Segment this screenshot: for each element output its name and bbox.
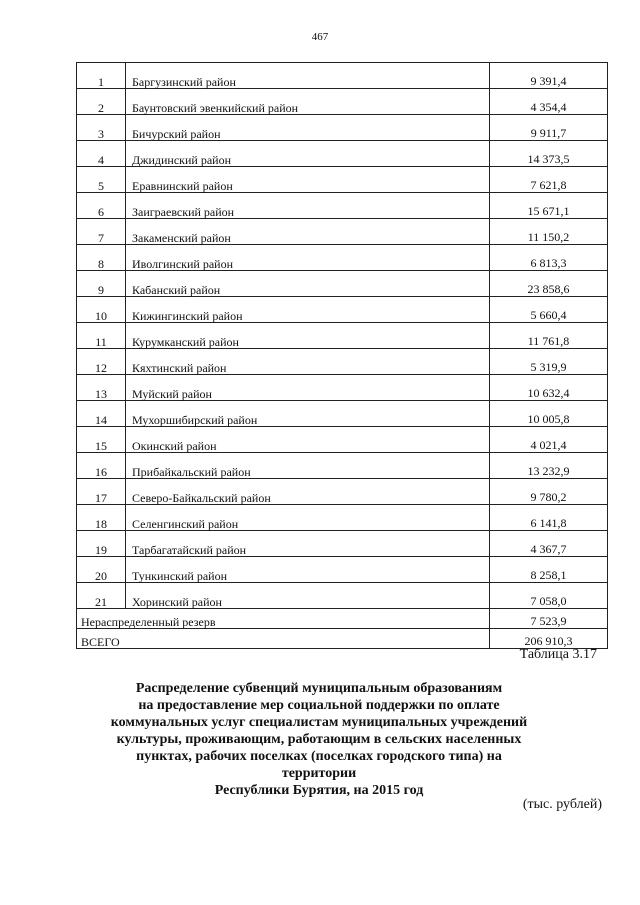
- district-name: Баунтовский эвенкийский район: [126, 89, 490, 115]
- subvention-amount: 5 319,9: [490, 349, 608, 375]
- table-row: [77, 505, 608, 531]
- table-row: [77, 453, 608, 479]
- district-name: Прибайкальский район: [126, 453, 490, 479]
- table-title-line: Республики Бурятия, на 2015 год: [214, 783, 424, 798]
- table-title-line: пунктах, рабочих поселках (поселках городского типа) на территории: [136, 749, 502, 781]
- row-number: 9: [77, 271, 126, 297]
- table-row: [77, 349, 608, 375]
- district-name: Кабанский район: [126, 271, 490, 297]
- subvention-amount: 11 150,2: [490, 219, 608, 245]
- row-number: 3: [77, 115, 126, 141]
- subvention-amount: 7 058,0: [490, 583, 608, 609]
- district-name: Джидинский район: [126, 141, 490, 167]
- subvention-amount: 4 354,4: [490, 89, 608, 115]
- table-row: [77, 427, 608, 453]
- row-number: 13: [77, 375, 126, 401]
- table-title-line: культуры, проживающим, работающим в сельских населенных: [116, 732, 522, 747]
- district-name: Тункинский район: [126, 557, 490, 583]
- row-number: 14: [77, 401, 126, 427]
- table-title-line: на предоставление мер социальной поддержки по оплате: [138, 698, 500, 713]
- district-name: Хоринский район: [126, 583, 490, 609]
- total-amount: 206 910,3: [490, 629, 608, 649]
- table-row: [77, 557, 608, 583]
- subvention-amount: 6 141,8: [490, 505, 608, 531]
- table-row: [77, 297, 608, 323]
- table-row: [77, 115, 608, 141]
- row-number: 19: [77, 531, 126, 557]
- row-number: 12: [77, 349, 126, 375]
- district-name: Мухоршибирский район: [126, 401, 490, 427]
- total-row: [77, 629, 608, 649]
- reserve-row: [77, 609, 608, 629]
- table-row: [77, 245, 608, 271]
- table-row: [77, 63, 608, 89]
- subvention-amount: 14 373,5: [490, 141, 608, 167]
- district-name: Иволгинский район: [126, 245, 490, 271]
- table-row: [77, 193, 608, 219]
- district-name: Кижингинский район: [126, 297, 490, 323]
- subvention-amount: 6 813,3: [490, 245, 608, 271]
- subventions-table: [76, 62, 608, 649]
- row-number: 8: [77, 245, 126, 271]
- table-row: [77, 375, 608, 401]
- subvention-amount: 8 258,1: [490, 557, 608, 583]
- row-number: 6: [77, 193, 126, 219]
- row-number: 20: [77, 557, 126, 583]
- subvention-amount: 15 671,1: [490, 193, 608, 219]
- table-body: [77, 63, 608, 649]
- subvention-amount: 23 858,6: [490, 271, 608, 297]
- page-number: 467: [311, 31, 329, 43]
- subvention-amount: 10 005,8: [490, 401, 608, 427]
- district-name: Тарбагатайский район: [126, 531, 490, 557]
- row-number: 16: [77, 453, 126, 479]
- total-label: ВСЕГО: [77, 629, 490, 649]
- row-number: 7: [77, 219, 126, 245]
- subvention-amount: 7 621,8: [490, 167, 608, 193]
- table-row: [77, 479, 608, 505]
- district-name: Муйский район: [126, 375, 490, 401]
- table-row: [77, 583, 608, 609]
- row-number: 5: [77, 167, 126, 193]
- subvention-amount: 9 780,2: [490, 479, 608, 505]
- table-row: [77, 167, 608, 193]
- district-name: Заиграевский район: [126, 193, 490, 219]
- district-name: Окинский район: [126, 427, 490, 453]
- district-name: Закаменский район: [126, 219, 490, 245]
- district-name: Северо-Байкальский район: [126, 479, 490, 505]
- row-number: 4: [77, 141, 126, 167]
- subvention-amount: 4 367,7: [490, 531, 608, 557]
- subvention-amount: 10 632,4: [490, 375, 608, 401]
- table-caption: Таблица 3.17: [519, 647, 597, 662]
- reserve-label: Нераспределенный резерв: [77, 609, 490, 629]
- table-row: [77, 271, 608, 297]
- district-name: Баргузинский район: [126, 63, 490, 89]
- row-number: 18: [77, 505, 126, 531]
- row-number: 21: [77, 583, 126, 609]
- table-row: [77, 531, 608, 557]
- subvention-amount: 13 232,9: [490, 453, 608, 479]
- table-row: [77, 89, 608, 115]
- district-name: Селенгинский район: [126, 505, 490, 531]
- subvention-amount: 4 021,4: [490, 427, 608, 453]
- district-name: Кяхтинский район: [126, 349, 490, 375]
- subvention-amount: 11 761,8: [490, 323, 608, 349]
- subvention-amount: 9 911,7: [490, 115, 608, 141]
- table-row: [77, 219, 608, 245]
- table-title-line: коммунальных услуг специалистам муниципальных учреждений: [110, 715, 528, 730]
- row-number: 2: [77, 89, 126, 115]
- table-row: [77, 323, 608, 349]
- table-row: [77, 401, 608, 427]
- units-label: (тыс. рублей): [522, 797, 602, 812]
- district-name: Бичурский район: [126, 115, 490, 141]
- table-row: [77, 141, 608, 167]
- district-name: Еравнинский район: [126, 167, 490, 193]
- row-number: 1: [77, 63, 126, 89]
- reserve-amount: 7 523,9: [490, 609, 608, 629]
- row-number: 10: [77, 297, 126, 323]
- table-title-line: Распределение субвенций муниципальным образованиям: [135, 681, 503, 696]
- row-number: 17: [77, 479, 126, 505]
- row-number: 11: [77, 323, 126, 349]
- row-number: 15: [77, 427, 126, 453]
- district-name: Курумканский район: [126, 323, 490, 349]
- subvention-amount: 5 660,4: [490, 297, 608, 323]
- table-title: [107, 680, 531, 799]
- subvention-amount: 9 391,4: [490, 63, 608, 89]
